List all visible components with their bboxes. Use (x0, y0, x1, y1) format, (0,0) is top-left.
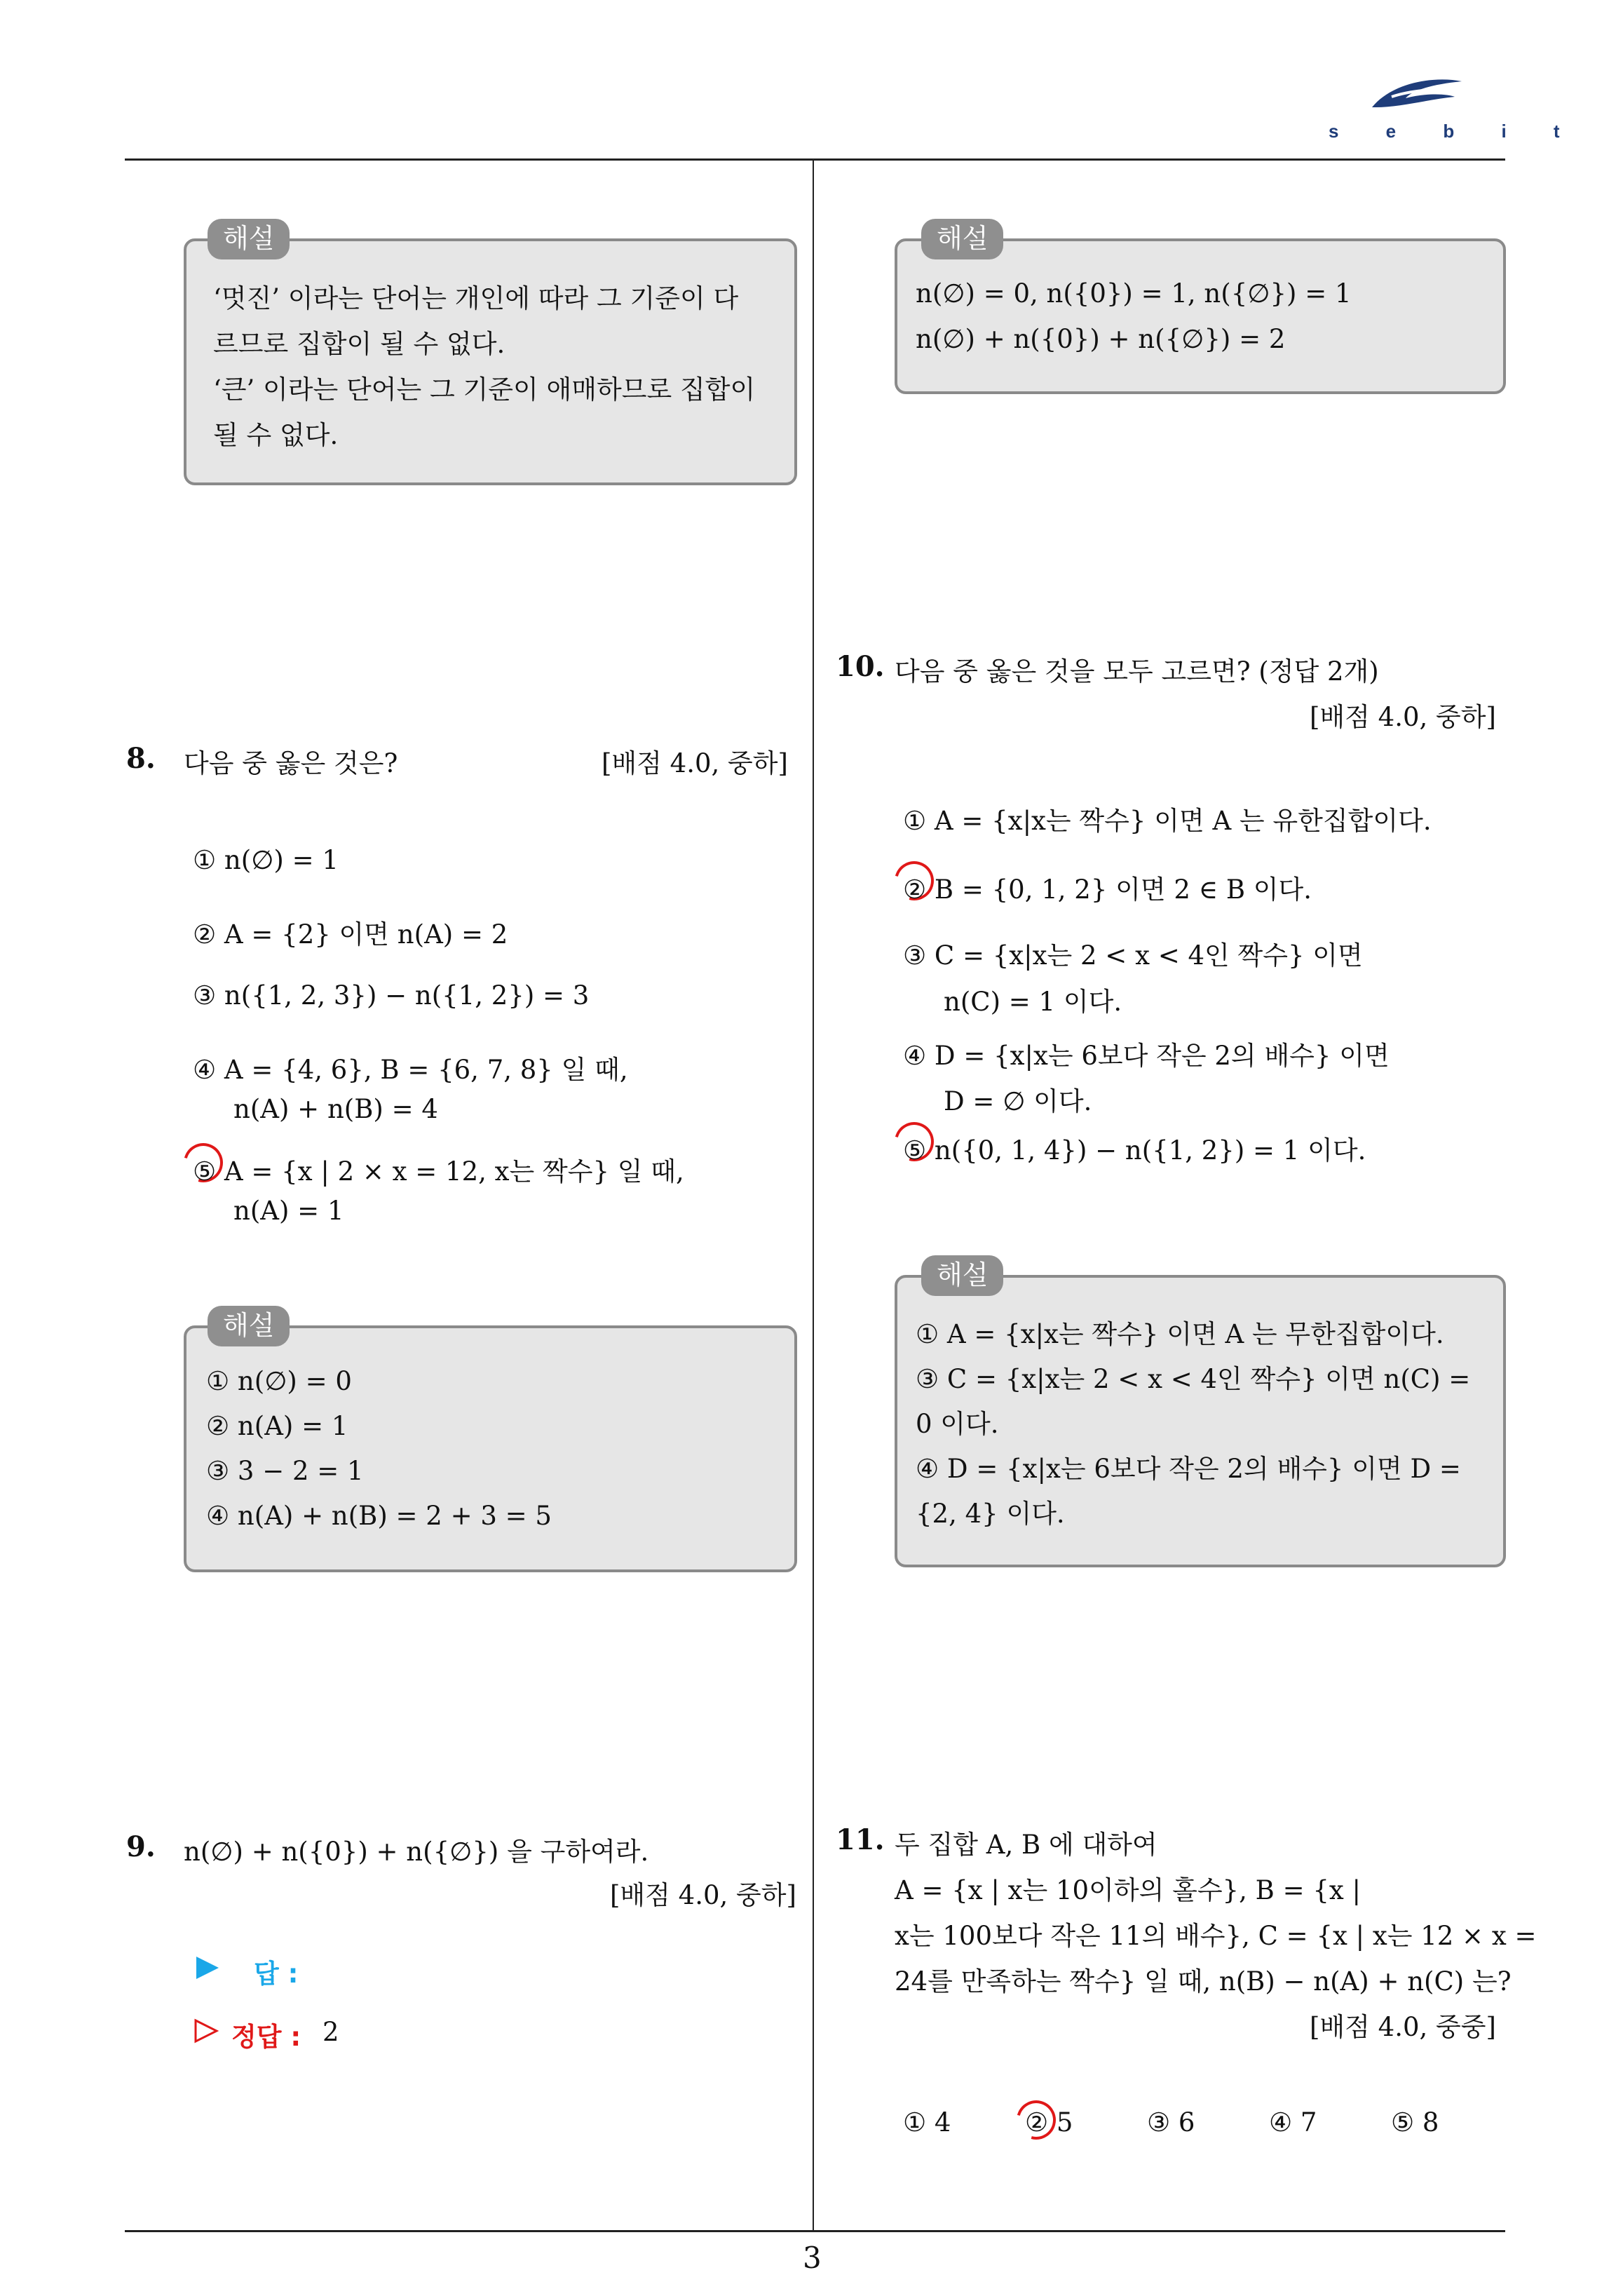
choice-4[interactable]: ④ A = {4, 6}, B = {6, 7, 8} 일 때, (193, 1055, 628, 1085)
explanation-line: {2, 4} 이다. (916, 1499, 1065, 1529)
choice-3[interactable]: ③ n({1, 2, 3}) − n({1, 2}) = 3 (193, 980, 590, 1011)
choice-2[interactable]: ② B = {0, 1, 2} 이면 2 ∈ B 이다. (903, 874, 1312, 905)
question-text: 다음 중 옳은 것을 모두 고르면? (정답 2개) (895, 656, 1379, 687)
question-number: 9. (126, 1830, 156, 1863)
choice-4-cont: D = ∅ 이다. (944, 1086, 1092, 1116)
explanation-line: 될 수 없다. (213, 420, 339, 450)
choice-5-cont: n(A) = 1 (233, 1196, 344, 1226)
explanation-label: 해설 (921, 1255, 1003, 1296)
explanation-line: n(∅) + n({0}) + n({∅}) = 2 (916, 324, 1286, 354)
explanation-line: ① A = {x|x는 짝수} 이면 A 는 무한집합이다. (916, 1319, 1444, 1349)
question-text: n(∅) + n({0}) + n({∅}) 을 구하여라. (184, 1837, 649, 1867)
explanation-line: ‘멋진’ 이라는 단어는 개인에 따라 그 기준이 다 (213, 283, 739, 313)
explanation-label: 해설 (208, 219, 290, 259)
explanation-line: n(∅) = 0, n({0}) = 1, n({∅}) = 1 (916, 278, 1352, 309)
choice-5[interactable]: ⑤ 8 (1391, 2107, 1439, 2138)
question-score: [배점 4.0, 중하] (610, 1880, 796, 1910)
play-outline-icon (193, 2018, 219, 2044)
explanation-line: ① n(∅) = 0 (206, 1366, 352, 1396)
explanation-line: ④ n(A) + n(B) = 2 + 3 = 5 (206, 1501, 552, 1531)
column-divider (813, 160, 814, 2230)
choice-5[interactable]: ⑤ A = {x | 2 × x = 12, x는 짝수} 일 때, (193, 1156, 684, 1187)
explanation-line: ‘큰’ 이라는 단어는 그 기준이 애매하므로 집합이 (213, 374, 756, 405)
choice-1[interactable]: ① 4 (903, 2107, 951, 2138)
choice-2[interactable]: ② A = {2} 이면 n(A) = 2 (193, 919, 508, 950)
sebit-logo-icon (1364, 69, 1469, 118)
explanation-line: ④ D = {x|x는 6보다 작은 2의 배수} 이면 D = (916, 1454, 1461, 1484)
explanation-box (895, 238, 1506, 394)
logo-text: s e b i t (1329, 121, 1581, 142)
correct-answer-label: 정답 : (231, 2022, 301, 2052)
choice-2[interactable]: ② 5 (1025, 2107, 1073, 2138)
question-number: 11. (836, 1823, 885, 1856)
explanation-line: ③ 3 − 2 = 1 (206, 1456, 364, 1486)
explanation-line: 0 이다. (916, 1409, 999, 1439)
question-score: [배점 4.0, 중하] (1310, 702, 1496, 732)
choice-3[interactable]: ③ C = {x|x는 2 < x < 4인 짝수} 이면 (903, 940, 1363, 971)
question-score: [배점 4.0, 중하] (602, 748, 788, 778)
correct-answer-value: 2 (322, 2017, 339, 2047)
question-number: 10. (836, 650, 885, 683)
explanation-line: ③ C = {x|x는 2 < x < 4인 짝수} 이면 n(C) = (916, 1364, 1471, 1394)
explanation-label: 해설 (921, 219, 1003, 259)
question-text: 다음 중 옳은 것은? (184, 748, 398, 778)
play-icon (195, 1955, 220, 1980)
header-rule (125, 158, 1505, 161)
footer-rule (125, 2230, 1505, 2232)
choice-4-cont: n(A) + n(B) = 4 (233, 1094, 438, 1124)
choice-5[interactable]: ⑤ n({0, 1, 4}) − n({1, 2}) = 1 이다. (903, 1135, 1366, 1166)
explanation-line: 르므로 집합이 될 수 없다. (213, 329, 505, 359)
explanation-line: ② n(A) = 1 (206, 1411, 348, 1441)
question-score: [배점 4.0, 중중] (1310, 2012, 1496, 2042)
question-text: 두 집합 A, B 에 대하여 (895, 1830, 1157, 1860)
choice-4[interactable]: ④ 7 (1269, 2107, 1317, 2138)
question-number: 8. (126, 742, 156, 775)
question-text-line: 24를 만족하는 짝수} 일 때, n(B) − n(A) + n(C) 는? (895, 1966, 1512, 1997)
question-text-line: x는 100보다 작은 11의 배수}, C = {x | x는 12 × x = (895, 1921, 1537, 1951)
choice-1[interactable]: ① A = {x|x는 짝수} 이면 A 는 유한집합이다. (903, 806, 1432, 836)
choice-3-cont: n(C) = 1 이다. (944, 987, 1122, 1017)
explanation-box (184, 1325, 797, 1572)
choice-3[interactable]: ③ 6 (1147, 2107, 1195, 2138)
page-number: 3 (803, 2241, 822, 2275)
choice-4[interactable]: ④ D = {x|x는 6보다 작은 2의 배수} 이면 (903, 1041, 1390, 1071)
explanation-label: 해설 (208, 1306, 290, 1346)
answer-label: 답 : (254, 1959, 299, 1989)
question-text-line: A = {x | x는 10이하의 홀수}, B = {x | (895, 1875, 1361, 1905)
choice-1[interactable]: ① n(∅) = 1 (193, 845, 339, 875)
